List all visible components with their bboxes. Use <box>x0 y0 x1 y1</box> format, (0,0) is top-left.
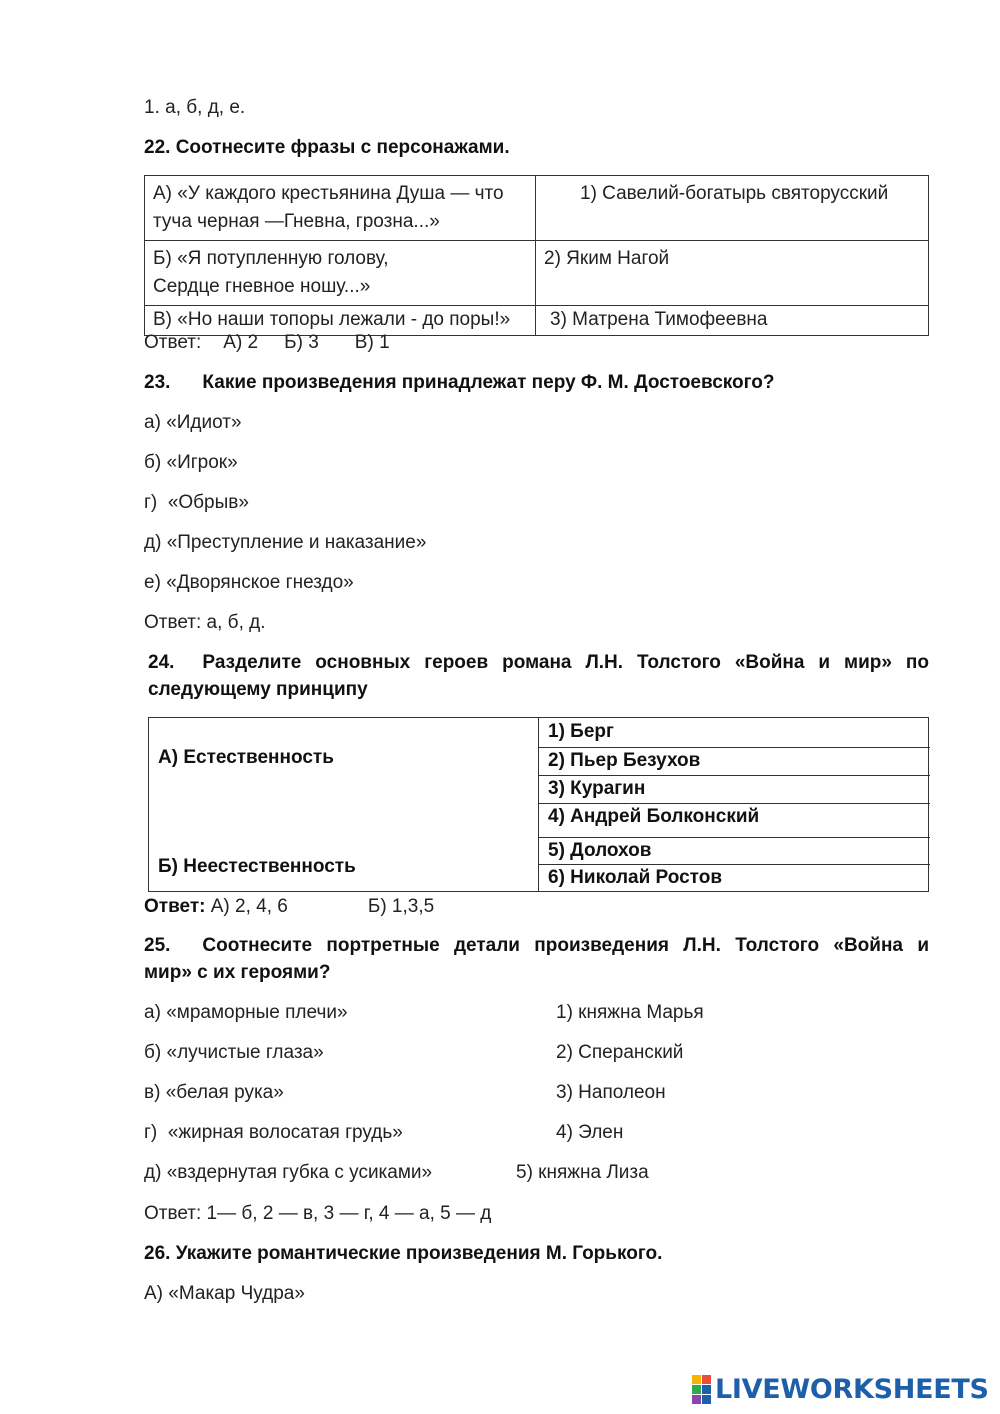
hero-option: 1) княжна Марья <box>556 1002 704 1023</box>
list-item: д) «Преступление и наказание» <box>144 532 427 553</box>
table-cell: Б) «Я потупленную голову, Сердце гневное ношу...» <box>145 241 536 306</box>
detail-item: г) «жирная волосатая грудь» <box>144 1122 403 1143</box>
list-item: б) «Игрок» <box>144 452 238 473</box>
question-22-title: 22. Соотнесите фразы с персонажами. <box>144 137 510 158</box>
hero-item: 1) Берг <box>548 721 614 742</box>
table-cell: В) «Но наши топоры лежали - до поры!» <box>145 306 536 336</box>
liveworksheets-logo <box>692 1374 989 1404</box>
group-unnatural-label: Б) Неестественность <box>158 856 356 877</box>
table-cell: 1) Савелий-богатырь святорусский <box>536 176 929 241</box>
list-item: А) «Макар Чудра» <box>144 1283 305 1304</box>
question-25-title-cont: мир» с их героями? <box>144 962 331 983</box>
question-22-answer: Ответ: А) 2 Б) 3 В) 1 <box>144 332 390 353</box>
question-26-title: 26. Укажите романтические произведения М. Горького. <box>144 1243 663 1264</box>
question-23-answer: Ответ: а, б, д. <box>144 612 266 633</box>
detail-item: а) «мраморные плечи» <box>144 1002 348 1023</box>
detail-item: д) «вздернутая губка с усиками» <box>144 1162 433 1183</box>
group-natural-label: А) Естественность <box>158 747 334 768</box>
table-cell: А) «У каждого крестьянина Душа — что туча черная —Гневна, грозна...» <box>145 176 536 241</box>
list-item: г) «Обрыв» <box>144 492 249 513</box>
hero-option: 4) Элен <box>556 1122 624 1143</box>
hero-item: 3) Курагин <box>548 778 646 799</box>
question-24-table <box>148 717 929 892</box>
table-row <box>145 241 929 306</box>
table-cell: 2) Яким Нагой <box>536 241 929 306</box>
table-row <box>145 176 929 241</box>
question-24-title: 24. Разделите основных героев романа Л.Н. Толстого «Война и мир» по <box>148 652 929 673</box>
table-row <box>145 306 929 336</box>
question-25-answer: Ответ: 1— б, 2 — в, 3 — г, 4 — а, 5 — д <box>144 1203 492 1224</box>
hero-item: 6) Николай Ростов <box>548 867 723 888</box>
question-24-title-cont: следующему принципу <box>148 679 368 700</box>
hero-item: 2) Пьер Безухов <box>548 750 701 771</box>
question-22-table <box>144 175 929 336</box>
question-25-title: 25. Соотнесите портретные детали произведения Л.Н. Толстого «Война и <box>144 935 929 956</box>
detail-item: б) «лучистые глаза» <box>144 1042 324 1063</box>
question-24-answer: Ответ: А) 2, 4, 6 Б) 1,3,5 <box>144 896 435 917</box>
logo-text: LIVEWORKSHEETS <box>715 1373 989 1405</box>
hero-option: 3) Наполеон <box>556 1082 666 1103</box>
detail-item: в) «белая рука» <box>144 1082 284 1103</box>
logo-icon <box>692 1375 711 1404</box>
hero-item: 4) Андрей Болконский <box>548 806 760 827</box>
previous-answer: 1. а, б, д, е. <box>144 97 246 118</box>
list-item: е) «Дворянское гнездо» <box>144 572 354 593</box>
hero-item: 5) Долохов <box>548 840 652 861</box>
hero-option: 2) Сперанский <box>556 1042 684 1063</box>
list-item: а) «Идиот» <box>144 412 242 433</box>
table-cell: 3) Матрена Тимофеевна <box>536 306 929 336</box>
hero-option: 5) княжна Лиза <box>516 1162 649 1183</box>
question-23-title: 23. Какие произведения принадлежат перу Ф. М. Достоевского? <box>144 372 775 393</box>
